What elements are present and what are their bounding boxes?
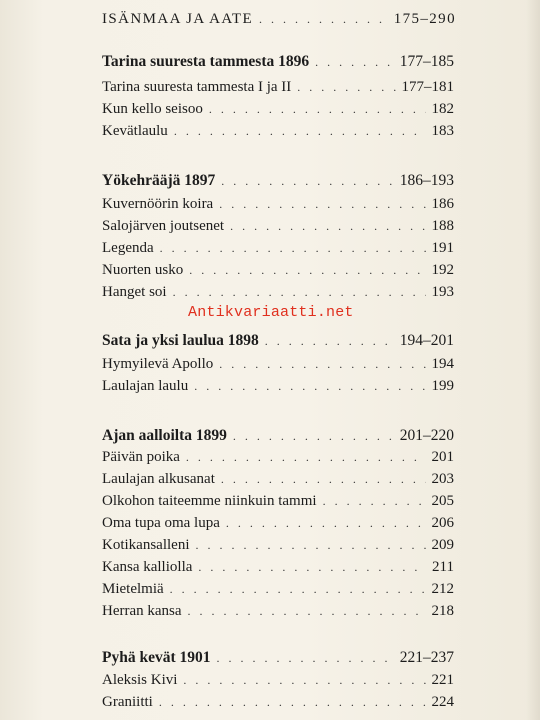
toc-page-number: 186: [431, 196, 454, 212]
toc-entry: [102, 468, 454, 490]
dot-leader: [188, 600, 426, 622]
dot-leader: [174, 120, 426, 142]
toc-entry: [102, 76, 454, 98]
toc-page-number: 188: [431, 218, 454, 234]
dot-leader: [221, 170, 394, 192]
toc-page-number: 206: [431, 515, 454, 531]
toc-title: Kansa kalliolla: [102, 559, 193, 575]
toc-title: Graniitti: [102, 694, 153, 710]
toc-section-heading: [102, 170, 454, 192]
dot-leader: [194, 375, 425, 397]
dot-leader: [226, 512, 426, 534]
dot-leader: [230, 215, 425, 237]
toc-entry: [102, 578, 454, 600]
dot-leader: [219, 353, 425, 375]
dot-leader: [265, 330, 394, 352]
toc-entry: [102, 669, 454, 691]
toc-page-range: 194–201: [399, 332, 454, 349]
toc-entry: [102, 215, 454, 237]
dot-leader: [189, 259, 425, 281]
toc-title: Mietelmiä: [102, 581, 164, 597]
toc-title: Legenda: [102, 240, 154, 256]
toc-entry: [102, 600, 454, 622]
toc-title: Päivän poika: [102, 449, 180, 465]
toc-page-number: 212: [431, 581, 454, 597]
toc-title: Hymyilevä Apollo: [102, 356, 214, 372]
toc-page-range: 186–193: [399, 172, 454, 189]
toc-entry: [102, 556, 454, 578]
toc-section-heading: [102, 647, 454, 669]
dot-leader: [297, 76, 395, 98]
toc-title: Kotikansalleni: [102, 537, 190, 553]
toc-entry: [102, 259, 454, 281]
toc-page-range: 201–220: [399, 427, 454, 444]
toc-entry: [102, 490, 454, 512]
toc-entry: [102, 353, 454, 375]
dot-leader: [195, 534, 425, 556]
toc-title: Kuvernöörin koira: [102, 196, 214, 212]
toc-title: Hanget soi: [102, 284, 167, 300]
toc-title: ISÄNMAA JA AATE: [102, 11, 254, 27]
toc-section-heading: [102, 330, 454, 352]
toc-title: Salojärven joutsenet: [102, 218, 225, 234]
dot-leader: [186, 446, 426, 468]
toc-title: Laulajan alkusanat: [102, 471, 215, 487]
toc-title: Ajan aalloilta 1899: [102, 427, 227, 444]
toc-title: Herran kansa: [102, 603, 182, 619]
toc-title: Yökehrääjä 1897: [102, 172, 216, 189]
toc-title: Kun kello seisoo: [102, 101, 203, 117]
dot-leader: [221, 468, 426, 490]
toc-top-heading: [102, 8, 456, 30]
toc-title: Aleksis Kivi: [102, 672, 178, 688]
dot-leader: [209, 98, 426, 120]
toc-entry: [102, 98, 454, 120]
toc-title: Tarina suuresta tammesta 1896: [102, 53, 310, 70]
dot-leader: [173, 281, 426, 303]
toc-section-heading: [102, 425, 454, 447]
toc-entry: [102, 534, 454, 556]
toc-title: Oma tupa oma lupa: [102, 515, 220, 531]
toc-title: Laulajan laulu: [102, 378, 189, 394]
toc-title: Tarina suuresta tammesta I ja II: [102, 79, 292, 95]
toc-entry: [102, 193, 454, 215]
toc-page-number: 205: [431, 493, 454, 509]
dot-leader: [170, 578, 426, 600]
toc-page-number: 221: [431, 672, 454, 688]
toc-page-number: 194: [431, 356, 454, 372]
toc-page-number: 209: [431, 537, 454, 553]
toc-page-number: 192: [431, 262, 454, 278]
toc-entry: [102, 120, 454, 142]
toc-entry: [102, 512, 454, 534]
toc-page-number: 183: [431, 123, 454, 139]
toc-title: Nuorten usko: [102, 262, 184, 278]
toc-section-heading: [102, 51, 454, 73]
toc-page-number: 218: [431, 603, 454, 619]
toc-page-number: 203: [431, 471, 454, 487]
toc-entry: [102, 281, 454, 303]
toc-title: Pyhä kevät 1901: [102, 649, 211, 666]
toc-page-number: 193: [431, 284, 454, 300]
dot-leader: [323, 490, 426, 512]
dot-leader: [160, 237, 426, 259]
dot-leader: [183, 669, 425, 691]
page-edge-shadow: [526, 0, 540, 720]
dot-leader: [219, 193, 425, 215]
toc-entry: [102, 691, 454, 713]
dot-leader: [315, 51, 394, 73]
toc-page-number: 191: [431, 240, 454, 256]
toc-page-number: 199: [431, 378, 454, 394]
toc-page-number: 177–181: [401, 79, 454, 95]
toc-title: Sata ja yksi laulua 1898: [102, 332, 259, 349]
toc-entry: [102, 237, 454, 259]
toc-entry: [102, 375, 454, 397]
dot-leader: [198, 556, 426, 578]
toc-page-range: 175–290: [393, 11, 456, 27]
toc-page-range: 221–237: [399, 649, 454, 666]
watermark-text: Antikvariaatti.net: [188, 304, 354, 321]
toc-page-number: 224: [431, 694, 454, 710]
toc-page-number: 201: [431, 449, 454, 465]
dot-leader: [159, 691, 426, 713]
toc-title: Olkohon taiteemme niinkuin tammi: [102, 493, 317, 509]
toc-page-number: 182: [431, 101, 454, 117]
dot-leader: [217, 647, 394, 669]
dot-leader: [259, 8, 388, 30]
dot-leader: [233, 425, 394, 447]
toc-page-number: 211: [432, 559, 454, 575]
toc-entry: [102, 446, 454, 468]
toc-title: Kevätlaulu: [102, 123, 168, 139]
toc-page-range: 177–185: [399, 53, 454, 70]
